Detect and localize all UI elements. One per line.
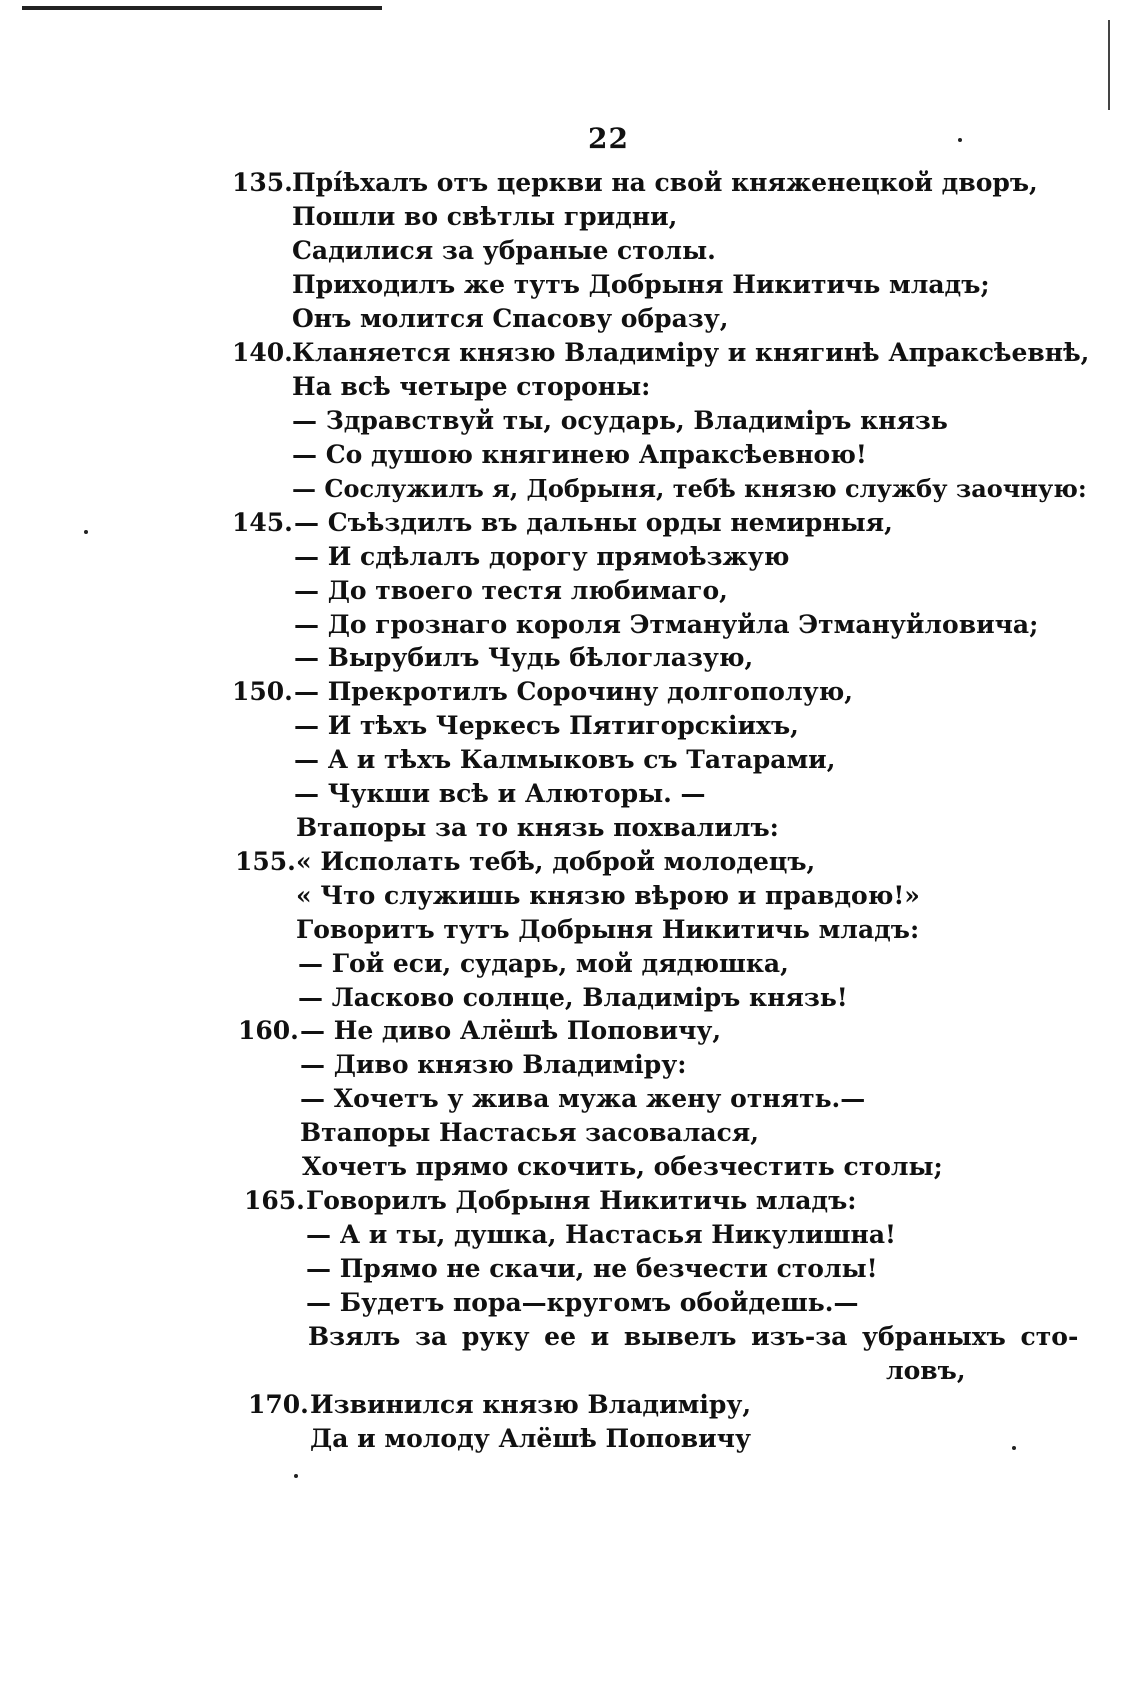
verse-line: Приходилъ же тутъ Добрыня Никитичь младъ;: [292, 270, 990, 299]
top-rule: [22, 6, 382, 10]
verse-line: — Ласково солнце, Владиміръ князь!: [298, 983, 848, 1012]
verse-line: — Хочетъ у жива мужа жену отнять.—: [300, 1084, 866, 1113]
verse-line: Пошли во свѣтлы гридни,: [292, 202, 678, 231]
verse-line: На всѣ четыре стороны:: [292, 372, 651, 401]
print-speck: [84, 530, 88, 534]
verse-line: Извинился князю Владиміру,: [310, 1390, 752, 1419]
verse-number: 135.: [232, 168, 293, 197]
verse-line: — Съѣздилъ въ дальны орды немирныя,: [294, 508, 893, 537]
page-edge-line: [1108, 20, 1110, 110]
verse-number: 170.: [248, 1390, 309, 1419]
verse-line: Онъ молится Спасову образу,: [292, 304, 729, 333]
verse-line: Говорилъ Добрыня Никитичь младъ:: [306, 1186, 857, 1215]
print-speck: [294, 1474, 298, 1478]
verse-line-continuation: ловъ,: [886, 1356, 966, 1385]
verse-line: Кланяется князю Владиміру и княгинѣ Апраксѣевнѣ,: [292, 338, 1090, 367]
verse-line: — Здравствуй ты, осударь, Владиміръ князь: [292, 406, 948, 435]
verse-line: — Прекротилъ Сорочину долгополую,: [294, 677, 853, 706]
verse-line: — Со душою княгинею Апраксѣевною!: [292, 440, 867, 469]
verse-line: — И тѣхъ Черкесъ Пятигорскіихъ,: [294, 711, 799, 740]
verse-number: 165.: [244, 1186, 305, 1215]
verse-line: — Сослужилъ я, Добрыня, тебѣ князю службу заочную:: [292, 474, 1087, 503]
verse-line: — Будетъ пора—кругомъ обойдешь.—: [306, 1288, 859, 1317]
verse-line: — Вырубилъ Чудь бѣлоглазую,: [294, 643, 754, 672]
verse-line: Втапоры за то князь похвалилъ:: [296, 813, 779, 842]
verse-line: — Не диво Алёшѣ Поповичу,: [300, 1016, 722, 1045]
page-number: 22: [588, 122, 629, 155]
verse-line: — Диво князю Владиміру:: [300, 1050, 687, 1079]
verse-number: 150.: [232, 677, 293, 706]
verse-line: « Исполать тебѣ, доброй молодецъ,: [296, 847, 816, 876]
verse-line: — До твоего тестя любимаго,: [294, 576, 728, 605]
verse-line: — Прямо не скачи, не безчести столы!: [306, 1254, 878, 1283]
verse-line: — Чукши всѣ и Алюторы. —: [294, 779, 706, 808]
print-speck: [958, 138, 962, 142]
verse-line: Взялъ за руку ее и вывелъ изъ-за убраныхъ сто-: [308, 1322, 1079, 1351]
verse-line: Хочетъ прямо скочить, обезчестить столы;: [302, 1152, 943, 1181]
verse-number: 155.: [235, 847, 296, 876]
verse-line: — А и тѣхъ Калмыковъ съ Татарами,: [294, 745, 836, 774]
verse-line: Втапоры Настасья засовалася,: [300, 1118, 759, 1147]
verse-line: Садилися за убраные столы.: [292, 236, 716, 265]
verse-line: — И сдѣлалъ дорогу прямоѣзжую: [294, 542, 790, 571]
print-speck: [1012, 1446, 1016, 1450]
verse-line: Прі́ѣхалъ отъ церкви на свой княженецкой дворъ,: [292, 168, 1038, 197]
verse-line: Да и молоду Алёшѣ Поповичу: [310, 1424, 751, 1453]
verse-number: 160.: [238, 1016, 299, 1045]
verse-line: — Гой еси, сударь, мой дядюшка,: [298, 949, 789, 978]
verse-number: 140.: [232, 338, 293, 367]
verse-line: Говоритъ тутъ Добрыня Никитичь младъ:: [296, 915, 920, 944]
verse-line: « Что служишь князю вѣрою и правдою!»: [296, 881, 920, 910]
verse-number: 145.: [232, 508, 293, 537]
verse-line: — А и ты, душка, Настасья Никулишна!: [306, 1220, 896, 1249]
verse-line: — До грознаго короля Этмануйла Этмануйловича;: [294, 610, 1039, 639]
